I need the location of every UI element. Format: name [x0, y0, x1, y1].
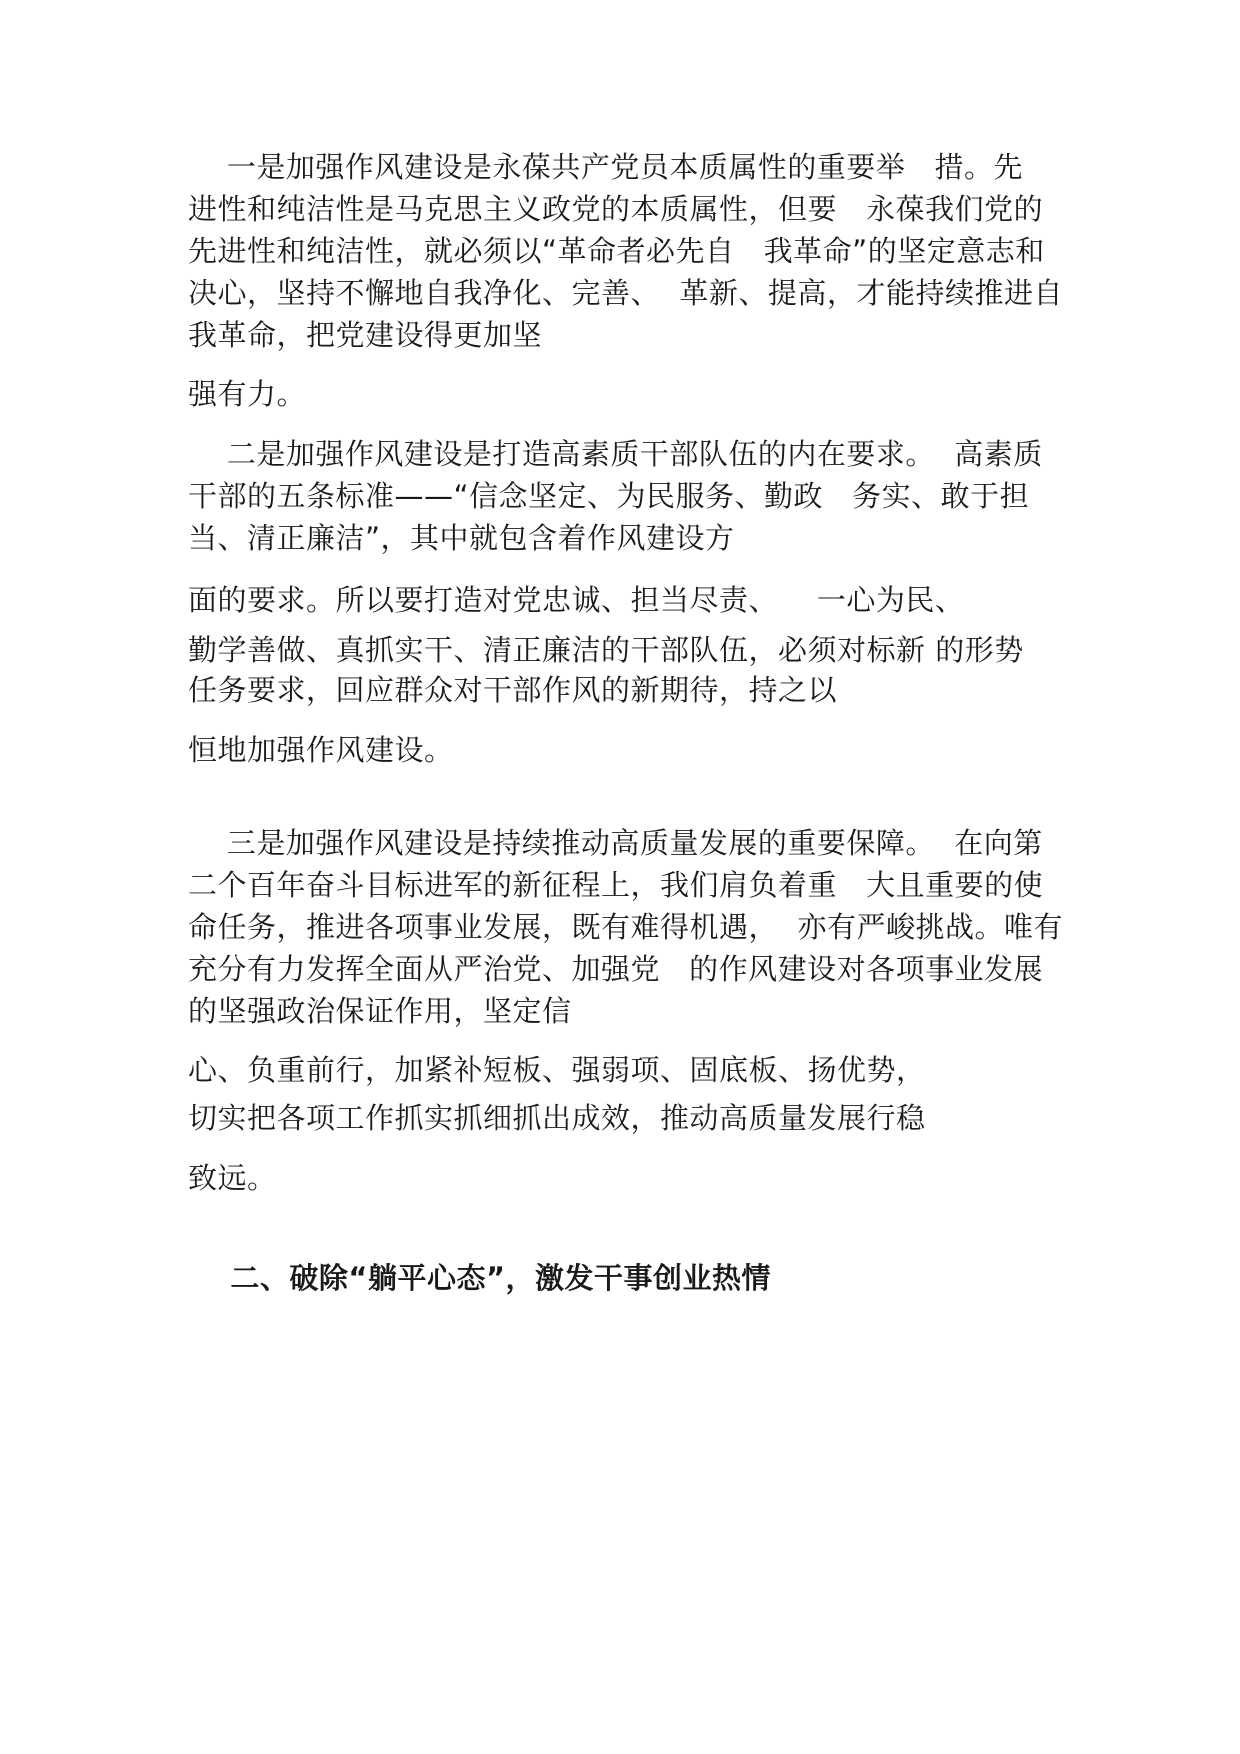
paragraph-1-line-2: 进性和纯洁性是马克思主义政党的本质属性，但要 永葆我们党的: [188, 192, 1044, 226]
paragraph-2-line-7: 恒地加强作风建设。: [188, 733, 454, 767]
paragraph-2-line-6: 任务要求，回应群众对干部作风的新期待，持之以: [188, 673, 838, 707]
paragraph-3-line-3: 命任务，推进各项事业发展，既有难得机遇， 亦有严峻挑战。唯有: [188, 910, 1063, 944]
paragraph-2-line-4: 面的要求。所以要打造对党忠诚、担当尽责、 一心为民、: [188, 583, 965, 617]
paragraph-3-line-7: 切实把各项工作抓实抓细抓出成效，推动高质量发展行稳: [188, 1101, 926, 1135]
paragraph-3-line-4: 充分有力发挥全面从严治党、加强党 的作风建设对各项事业发展: [188, 952, 1044, 986]
paragraph-2-line-3: 当、清正廉洁”，其中就包含着作风建设方: [188, 521, 735, 555]
paragraph-3-line-5: 的坚强政治保证作用，坚定信: [188, 994, 572, 1028]
paragraph-3-line-8: 致远。: [188, 1161, 277, 1195]
paragraph-3-line-6: 心、负重前行，加紧补短板、强弱项、固底板、扬优势，: [188, 1053, 926, 1087]
paragraph-1-line-5: 我革命，把党建设得更加坚: [188, 318, 543, 352]
paragraph-1-line-1: 一是加强作风建设是永葆共产党员本质属性的重要举 措。先: [188, 150, 1024, 184]
section-heading: 二、破除“躺平心态”，激发干事创业热情: [188, 1261, 772, 1295]
paragraph-1-line-6: 强有力。: [188, 377, 307, 411]
paragraph-2-line-5: 勤学善做、真抓实干、清正廉洁的干部队伍，必须对标新 的形势: [188, 633, 1024, 667]
paragraph-2-line-2: 干部的五条标准——“信念坚定、为民服务、勤政 务实、敢于担: [188, 479, 1030, 513]
paragraph-2-line-1: 二是加强作风建设是打造高素质干部队伍的内在要求。 高素质: [188, 437, 1043, 471]
paragraph-3-line-2: 二个百年奋斗目标进军的新征程上，我们肩负着重 大且重要的使: [188, 868, 1044, 902]
paragraph-1-line-4: 决心，坚持不懈地自我净化、完善、 革新、提高，才能持续推进自: [188, 276, 1063, 310]
paragraph-1-line-3: 先进性和纯洁性，就必须以“革命者必先自 我革命”的坚定意志和: [188, 234, 1045, 268]
paragraph-3-line-1: 三是加强作风建设是持续推动高质量发展的重要保障。 在向第: [188, 826, 1043, 860]
